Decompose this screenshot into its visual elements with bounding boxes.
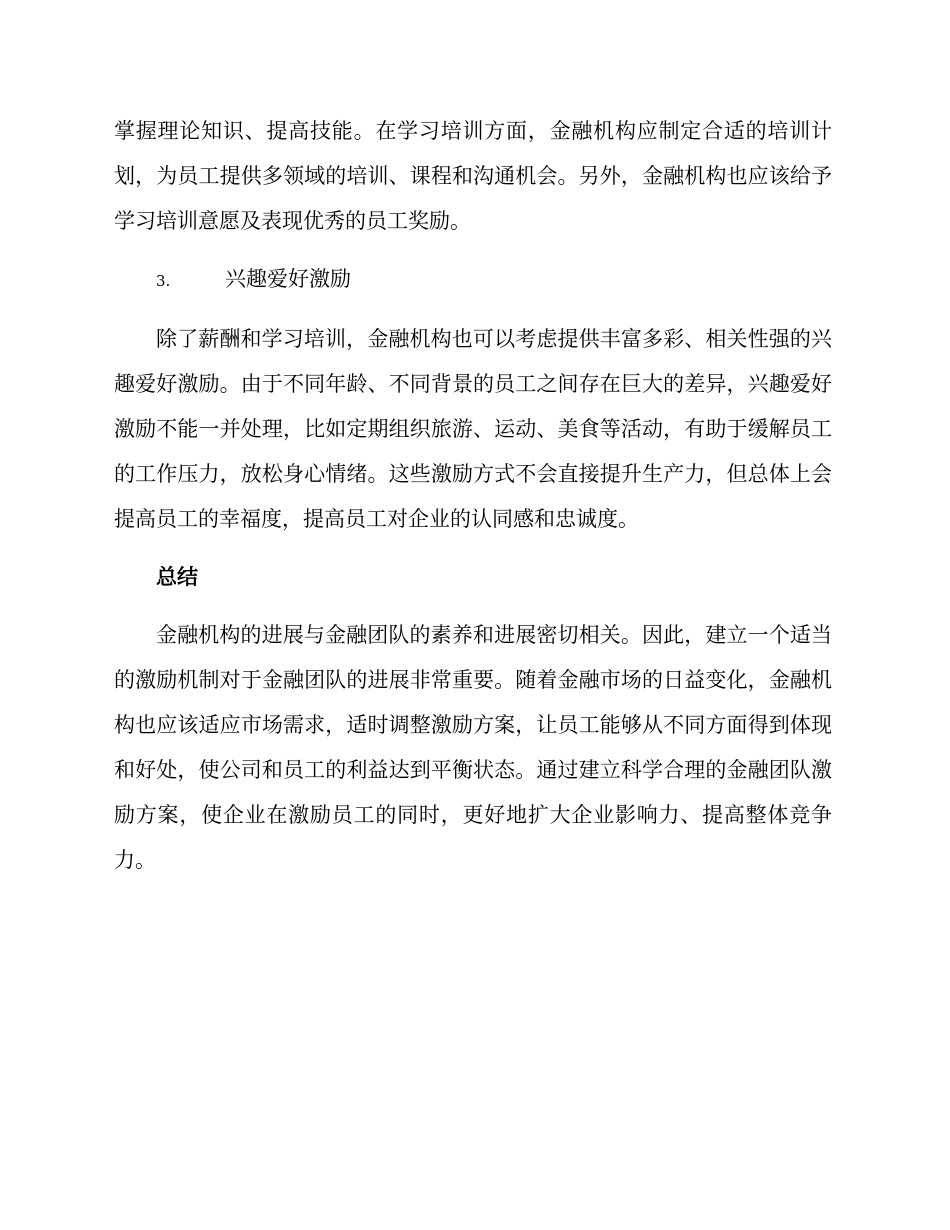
paragraph-hobby-incentive: 除了薪酬和学习培训，金融机构也可以考虑提供丰富多彩、相关性强的兴趣爱好激励。由于不同年龄、不同背景的员工之间存在巨大的差异，兴趣爱好激励不能一并处理，比如定期组织旅游、运动、美食等活动，有助于缓解员工的工作压力，放松身心情绪。这些激励方式不会直接提升生产力，但总体上会提高员工的幸福度，提高员工对企业的认同感和忠诚度。 [114,327,832,531]
paragraph-training-continued: 掌握理论知识、提高技能。在学习培训方面，金融机构应制定合适的培训计划，为员工提供多领域的培训、课程和沟通机会。另外，金融机构也应该给予学习培训意愿及表现优秀的员工奖励。 [114,119,832,233]
list-item-title: 兴趣爱好激励 [225,267,351,291]
list-item-number: 3. [156,272,171,290]
summary-heading: 总结 [156,565,198,589]
list-item-hobby-incentive [114,257,832,304]
document-body [114,109,832,883]
paragraph-summary: 金融机构的进展与金融团队的素养和进展密切相关。因此，建立一个适当的激励机制对于金融团队的进展非常重要。随着金融市场的日益变化，金融机构也应该适应市场需求，适时调整激励方案，让员工能够从不同方面得到体现和好处，使公司和员工的利益达到平衡状态。通过建立科学合理的金融团队激励方案，使企业在激励员工的同时，更好地扩大企业影响力、提高整体竞争力。 [114,623,832,872]
